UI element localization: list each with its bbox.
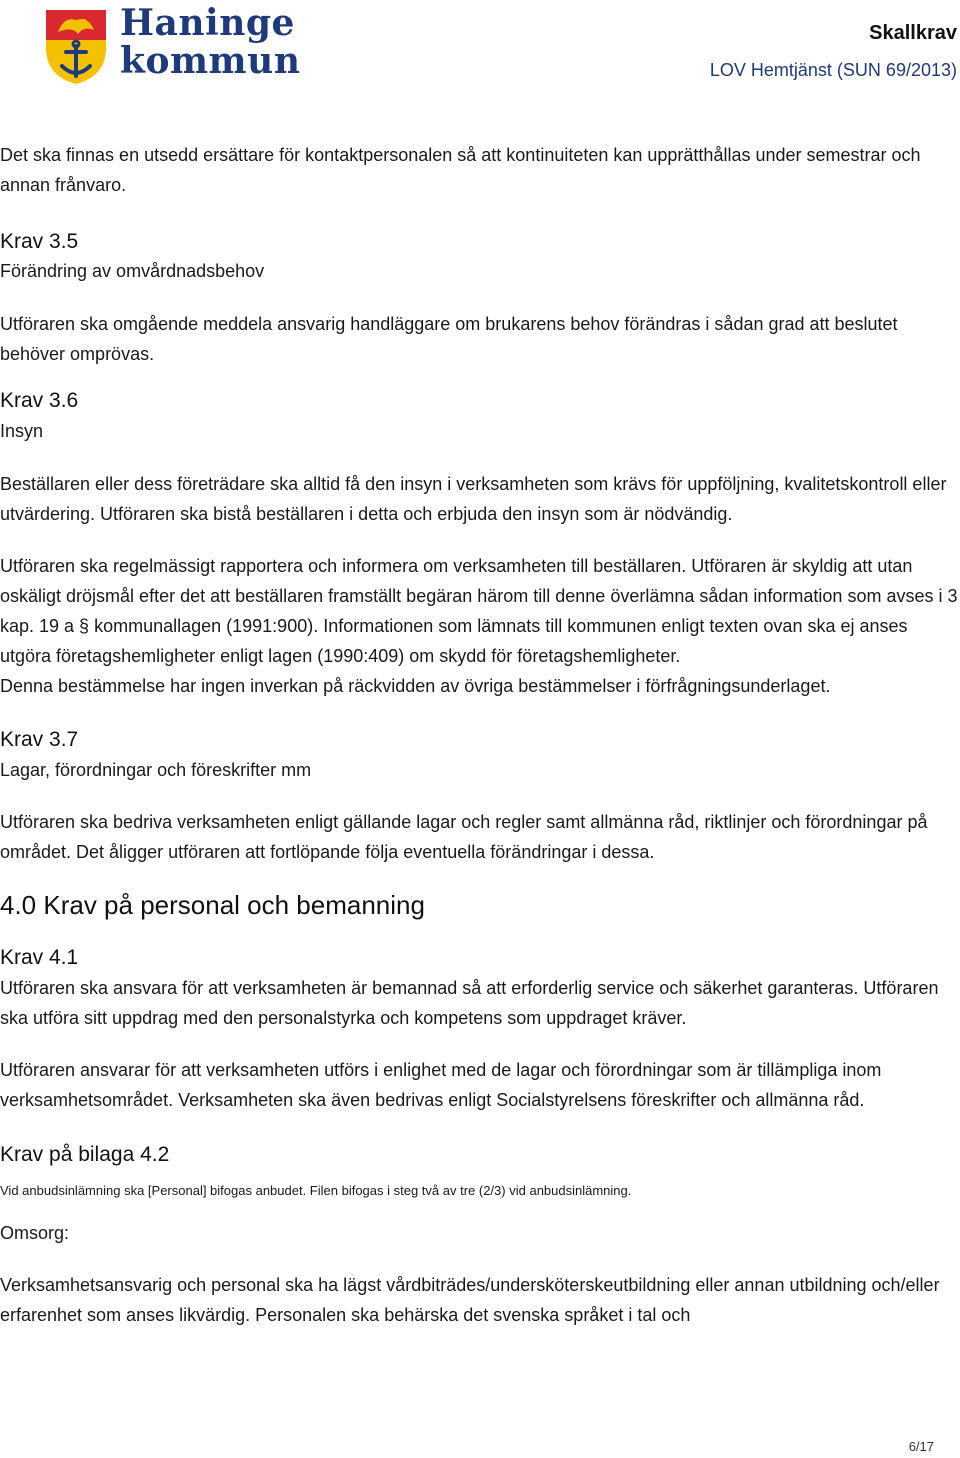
- omsorg-label: Omsorg:: [0, 1223, 70, 1243]
- paragraph: Beställaren eller dess företrädare ska alltid få den insyn i verksamheten som krävs för uppföljning, kvalitetskontroll eller utvärdering. Utföraren ska bistå beställaren i detta och erbjuda den insyn som är nödvändig.: [0, 474, 947, 524]
- requirement-heading: Krav 3.7: [0, 728, 79, 751]
- document-body: [0, 140, 958, 1330]
- haninge-coat-of-arms-icon: [46, 10, 106, 84]
- paragraph: Utföraren ansvarar för att verksamheten utförs i enlighet med de lagar och förordningar som är tillämpliga inom verksamhetsområdet. Verksamheten ska även bedrivas enligt Socialstyrelsens föreskrifter och allmänna råd.: [0, 1060, 882, 1110]
- logo-line-2: kommun: [120, 40, 301, 82]
- requirement-subheading: Lagar, förordningar och föreskrifter mm: [0, 760, 312, 780]
- paragraph: Verksamhetsansvarig och personal ska ha lägst vårdbiträdes/undersköterskeutbildning eller annan utbildning och/eller erfarenhet som anses likvärdig. Personalen ska behärska det svenska språket i tal och: [0, 1275, 940, 1325]
- logo-line-1: Haninge: [120, 2, 295, 44]
- requirement-heading: Krav 3.5: [0, 230, 79, 253]
- header-title: Skallkrav: [869, 22, 957, 44]
- requirement-heading: Krav 4.1: [0, 946, 79, 969]
- requirement-subheading: Förändring av omvårdnadsbehov: [0, 261, 265, 281]
- page-number: 6/17: [908, 1439, 934, 1454]
- paragraph: Utföraren ska bedriva verksamheten enligt gällande lagar och regler samt allmänna råd, riktlinjer och förordningar på området. Det åligger utföraren att fortlöpande följa eventuella förändringar i dessa.: [0, 812, 928, 862]
- attachment-heading: Krav på bilaga 4.2: [0, 1143, 170, 1166]
- paragraph: Utföraren ska regelmässigt rapportera och informera om verksamheten till beställaren. Utföraren är skyldig att utan oskäligt dröjsmål efter det att beställaren framställt begäran härom till denne överlämna sådan information som avses i 3 kap. 19 a § kommunallagen (1991:900). Informationen som lämnats till kommunen enligt texten ovan ska ej anses utgöra företagshemligheter enligt lagen (1990:409) om skydd för företagshemligheter.: [0, 556, 958, 666]
- paragraph: Utföraren ska omgående meddela ansvarig handläggare om brukarens behov förändras i sådan grad att beslutet behöver omprövas.: [0, 314, 898, 364]
- header-subtitle: LOV Hemtjänst (SUN 69/2013): [709, 60, 957, 80]
- attachment-note: Vid anbudsinlämning ska [Personal] bifogas anbudet. Filen bifogas i steg två av tre (2/3) vid anbudsinlämning.: [0, 1183, 632, 1198]
- paragraph: Denna bestämmelse har ingen inverkan på räckvidden av övriga bestämmelser i förfrågningsunderlaget.: [0, 676, 831, 696]
- page-header: [0, 0, 960, 100]
- paragraph: Det ska finnas en utsedd ersättare för kontaktpersonalen så att kontinuiteten kan upprätthållas under semestrar och annan frånvaro.: [0, 145, 921, 195]
- requirement-heading: Krav 3.6: [0, 389, 79, 412]
- requirement-subheading: Insyn: [0, 421, 44, 441]
- section-heading: 4.0 Krav på personal och bemanning: [0, 890, 425, 920]
- paragraph: Utföraren ska ansvara för att verksamheten är bemannad så att erforderlig service och säkerhet garanteras. Utföraren ska utföra sitt uppdrag med den personalstyrka och kompetens som uppdraget kräver.: [0, 978, 939, 1028]
- logo-wordmark: [120, 4, 301, 80]
